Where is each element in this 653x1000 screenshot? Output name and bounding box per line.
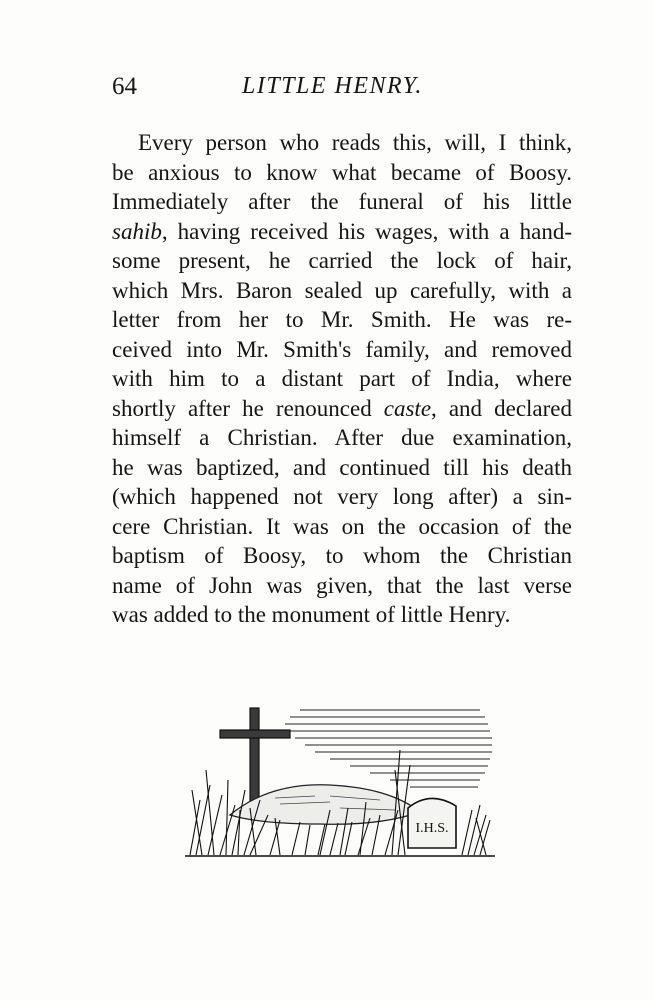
sky-hatching [285,710,492,787]
italic-word-sahib: sahib [112,218,162,244]
body-paragraph [112,128,572,630]
text-line: cere Christian. It was on the occasion of the [112,513,572,539]
page-number: 64 [112,73,137,100]
text-line: Every person who reads this, will, I think, [138,130,572,155]
text-line: be anxious to know what became of Boosy. [112,159,572,185]
text-fragment: , and declared [431,395,572,421]
text-fragment: , having received his wages, with a hand- [161,218,572,244]
text-line: was added to the monument of little Henry. [112,602,511,627]
text-line: baptism of Boosy, to whom the Christian [112,543,572,568]
text-line: Immediately after the funeral of his little [112,189,572,214]
text-line: he was baptized, and continued till his death [112,454,572,480]
headstone [408,798,456,848]
text-line: himself a Christian. After due examination, [112,425,572,450]
text-line: (which happened not very long after) a sin- [112,484,572,509]
text-line: ceived into Mr. Smith's family, and removed [112,336,572,362]
page-header [112,73,442,109]
text-line: with him to a distant part of India, where [112,366,572,391]
text-line [112,217,572,247]
text-fragment: shortly after he renounced [112,395,384,421]
running-title: LITTLE HENRY. [242,73,423,99]
grave-illustration [180,690,500,870]
headstone-inscription: I.H.S. [415,821,449,836]
text-line [112,394,572,424]
text-line: name of John was given, that the last verse [112,572,572,598]
italic-word-caste: caste [383,395,432,421]
text-line: some present, he carried the lock of hair, [112,248,572,273]
text-line: letter from her to Mr. Smith. He was re- [112,307,572,332]
text-line: which Mrs. Baron sealed up carefully, with a [112,277,572,303]
